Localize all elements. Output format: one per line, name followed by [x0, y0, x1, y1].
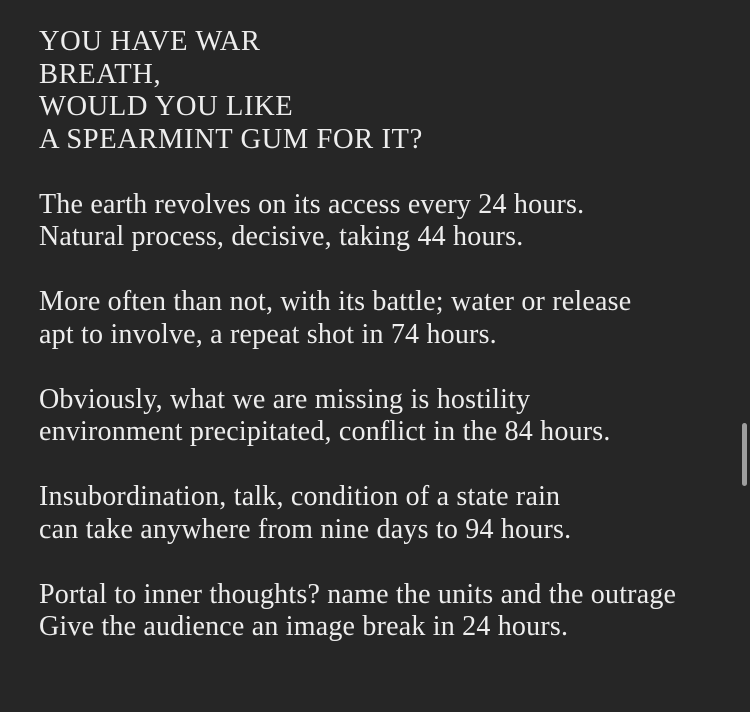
stanza	[39, 189, 716, 254]
stanza-line: The earth revolves on its access every 24 hours.	[39, 188, 585, 220]
stanza	[39, 286, 716, 351]
stanza-line: Portal to inner thoughts? name the units and the outrage	[39, 578, 677, 610]
stanza-line: More often than not, with its battle; water or release	[39, 286, 632, 317]
poem-title-line: WOULD YOU LIKE	[39, 91, 294, 122]
poem-title-line: A SPEARMINT GUM FOR IT?	[39, 123, 423, 155]
poem-title	[39, 26, 716, 156]
stanza-line: Insubordination, talk, condition of a state rain	[39, 481, 561, 512]
stanza-line: environment precipitated, conflict in the 84 hours.	[39, 416, 611, 447]
poem-title-line: BREATH,	[39, 58, 162, 90]
poem-title-line: YOU HAVE WAR	[39, 26, 261, 57]
scrollbar-track[interactable]	[739, 0, 750, 712]
stanza-line: Natural process, decisive, taking 44 hours.	[39, 221, 524, 252]
stanza	[39, 481, 716, 546]
stanza	[39, 579, 716, 644]
stanza-line: Obviously, what we are missing is hostility	[39, 383, 531, 415]
stanza-line: apt to involve, a repeat shot in 74 hours.	[39, 318, 497, 350]
stanza-line: can take anywhere from nine days to 94 hours.	[39, 513, 572, 545]
scrollbar-thumb[interactable]	[742, 423, 747, 486]
stanza	[39, 384, 716, 449]
stanza-line: Give the audience an image break in 24 hours.	[39, 611, 569, 642]
